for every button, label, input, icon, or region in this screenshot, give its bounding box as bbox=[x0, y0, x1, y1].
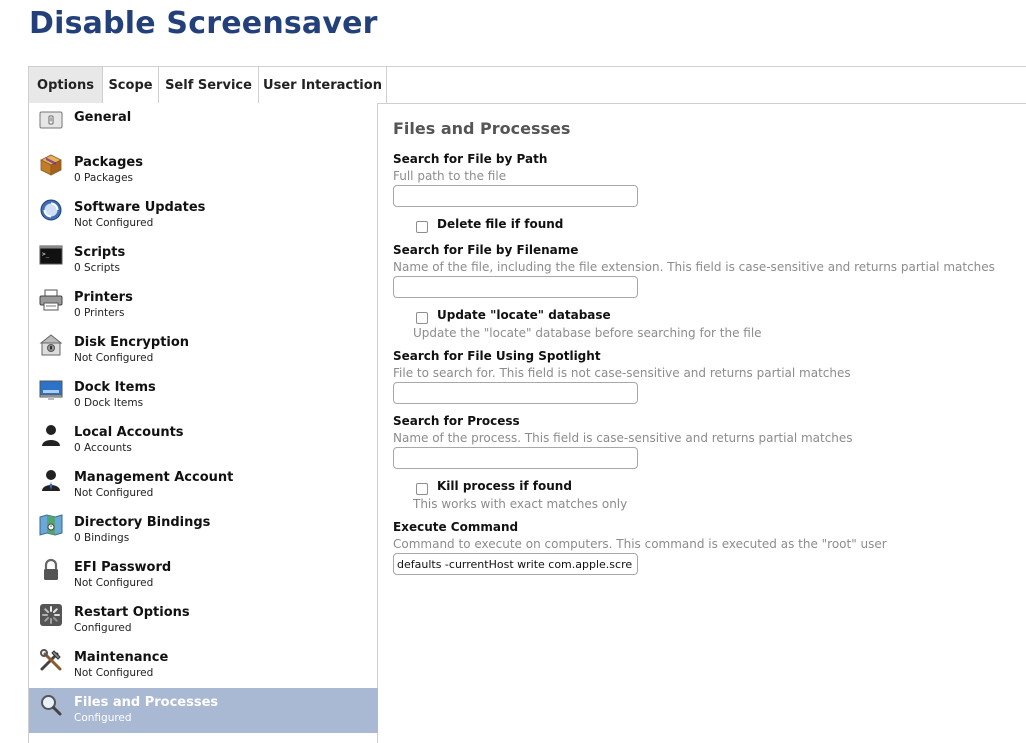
tab-options[interactable]: Options bbox=[28, 67, 102, 103]
sidebar-item-local-accounts[interactable] bbox=[29, 418, 378, 463]
main-panel bbox=[393, 103, 1023, 743]
execute-command-input[interactable] bbox=[393, 553, 638, 575]
directory-map-icon bbox=[39, 513, 63, 537]
filename-search-input[interactable] bbox=[393, 276, 638, 298]
sidebar-item-status: 0 Bindings bbox=[74, 532, 130, 544]
restart-icon bbox=[39, 603, 63, 627]
tab-self-service[interactable]: Self Service bbox=[158, 67, 258, 103]
sidebar-item-label: Management Account bbox=[74, 470, 234, 485]
sidebar-item-label: Disk Encryption bbox=[74, 335, 190, 350]
sidebar-item-dock-items[interactable] bbox=[29, 373, 378, 418]
page-title: Disable Screensaver bbox=[29, 6, 378, 41]
sidebar-item-management-account[interactable] bbox=[29, 463, 378, 508]
kill-process-label: Kill process if found bbox=[437, 479, 572, 493]
software-update-icon bbox=[39, 198, 63, 222]
sidebar-item-general[interactable] bbox=[29, 103, 378, 148]
kill-process-checkbox[interactable] bbox=[416, 483, 428, 495]
sidebar-item-label: Directory Bindings bbox=[74, 515, 211, 530]
delete-file-label: Delete file if found bbox=[437, 217, 564, 231]
sidebar-item-status: 0 Scripts bbox=[74, 262, 120, 274]
update-locate-label: Update "locate" database bbox=[437, 308, 611, 322]
general-icon bbox=[39, 108, 63, 132]
section-title: Files and Processes bbox=[393, 119, 571, 138]
spotlight-search-input[interactable] bbox=[393, 382, 638, 404]
sidebar-item-label: Scripts bbox=[74, 245, 126, 260]
sidebar-item-status: Not Configured bbox=[74, 217, 154, 229]
sidebar-item-label: EFI Password bbox=[74, 560, 172, 575]
sidebar-item-label: Packages bbox=[74, 155, 143, 170]
search-icon bbox=[39, 693, 63, 717]
sidebar-item-maintenance[interactable] bbox=[29, 643, 378, 688]
path-search-label: Search for File by Path bbox=[393, 152, 548, 166]
printer-icon bbox=[39, 288, 63, 312]
user-icon bbox=[39, 423, 63, 447]
sidebar-item-label: Restart Options bbox=[74, 605, 190, 620]
sidebar-item-status: Configured bbox=[74, 622, 132, 634]
spotlight-search-label: Search for File Using Spotlight bbox=[393, 349, 601, 363]
sidebar-item-status: 0 Dock Items bbox=[74, 397, 144, 409]
terminal-icon bbox=[39, 243, 63, 267]
execute-command-help: Command to execute on computers. This command is executed as the "root" user bbox=[393, 537, 887, 551]
process-search-help: Name of the process. This field is case-sensitive and returns partial matches bbox=[393, 431, 853, 445]
filename-search-label: Search for File by Filename bbox=[393, 243, 579, 257]
update-locate-help: Update the "locate" database before searching for the file bbox=[413, 326, 762, 340]
sidebar-item-status: Not Configured bbox=[74, 352, 154, 364]
sidebar-item-status: Not Configured bbox=[74, 667, 154, 679]
sidebar-item-status: Not Configured bbox=[74, 577, 154, 589]
spotlight-search-help: File to search for. This field is not case-sensitive and returns partial matches bbox=[393, 366, 851, 380]
sidebar-item-disk-encryption[interactable] bbox=[29, 328, 378, 373]
sidebar-item-label: Software Updates bbox=[74, 200, 206, 215]
sidebar-item-status: 0 Packages bbox=[74, 172, 134, 184]
sidebar-item-software-updates[interactable] bbox=[29, 193, 378, 238]
disk-encryption-icon bbox=[39, 333, 63, 357]
sidebar-item-efi-password[interactable] bbox=[29, 553, 378, 598]
filename-search-help: Name of the file, including the file extension. This field is case-sensitive and returns partial matches bbox=[393, 260, 995, 274]
path-search-input[interactable] bbox=[393, 185, 638, 207]
sidebar-item-status: 0 Accounts bbox=[74, 442, 132, 454]
tools-icon bbox=[39, 648, 63, 672]
svg-text:>_: >_ bbox=[42, 251, 50, 258]
sidebar-item-printers[interactable] bbox=[29, 283, 378, 328]
tab-scope[interactable]: Scope bbox=[102, 67, 158, 103]
update-locate-checkbox[interactable] bbox=[416, 312, 428, 324]
package-icon bbox=[39, 153, 63, 177]
delete-file-checkbox[interactable] bbox=[416, 221, 428, 233]
sidebar-item-restart-options[interactable] bbox=[29, 598, 378, 643]
path-search-help: Full path to the file bbox=[393, 169, 507, 183]
sidebar-item-label: Dock Items bbox=[74, 380, 156, 395]
sidebar-item-label: Maintenance bbox=[74, 650, 169, 665]
sidebar-item-files-and-processes[interactable] bbox=[29, 688, 378, 733]
tab-user-interaction[interactable]: User Interaction bbox=[258, 67, 387, 103]
sidebar bbox=[28, 103, 378, 743]
sidebar-item-directory-bindings[interactable] bbox=[29, 508, 378, 553]
sidebar-item-packages[interactable] bbox=[29, 148, 378, 193]
kill-process-help: This works with exact matches only bbox=[413, 497, 628, 511]
process-search-input[interactable] bbox=[393, 447, 638, 469]
sidebar-item-status: Not Configured bbox=[74, 487, 154, 499]
sidebar-item-status: 0 Printers bbox=[74, 307, 125, 319]
monitor-icon bbox=[39, 378, 63, 402]
process-search-label: Search for Process bbox=[393, 414, 520, 428]
admin-user-icon bbox=[39, 468, 63, 492]
sidebar-item-scripts[interactable] bbox=[29, 238, 378, 283]
sidebar-item-status: Configured bbox=[74, 712, 132, 724]
tab-bar bbox=[28, 66, 1026, 104]
lock-icon bbox=[39, 558, 63, 582]
sidebar-item-label: Files and Processes bbox=[74, 695, 219, 710]
sidebar-item-label: Printers bbox=[74, 290, 133, 305]
sidebar-item-label: Local Accounts bbox=[74, 425, 184, 440]
sidebar-item-label: General bbox=[74, 110, 132, 125]
execute-command-label: Execute Command bbox=[393, 520, 519, 534]
